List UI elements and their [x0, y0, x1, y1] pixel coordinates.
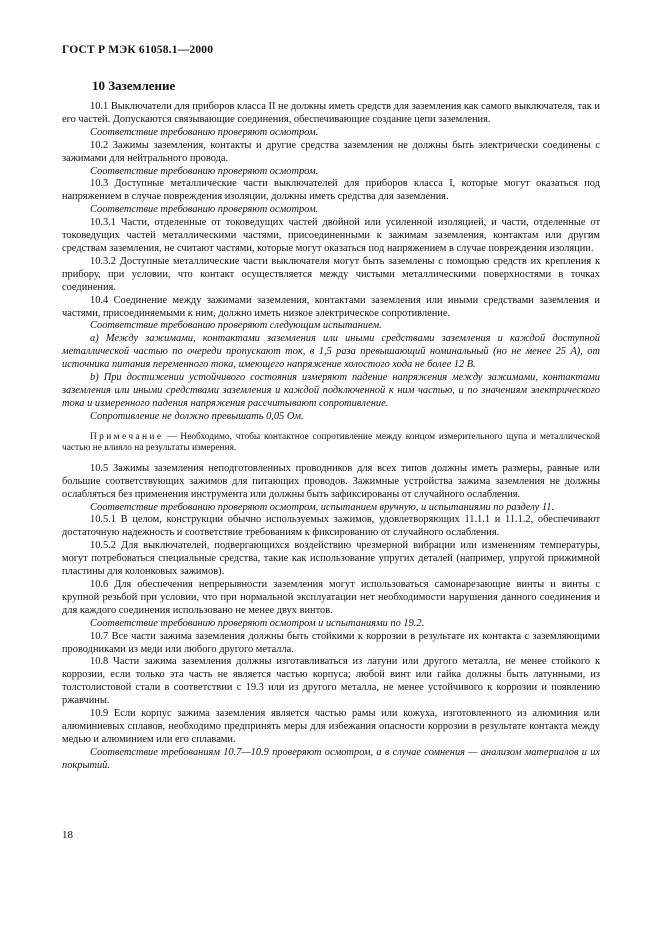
note-text: — Необходимо, чтобы контактное сопротивление между концом измерительного щупа и металлической частью не влияло на результаты измерения.: [62, 431, 600, 454]
document-header: ГОСТ Р МЭК 61058.1—2000: [62, 44, 214, 56]
note-block: [62, 432, 600, 455]
paragraph-10-5: 10.5 Зажимы заземления неподготовленных проводников для всех типов должны иметь размеры, равные или большие соответствующих зажимов для питающих проводов. Зажимные устройства зажима заземления не должны ослабляться без применения инструмента или должны быть зафиксированы от случайного ослабления.: [62, 462, 600, 500]
compliance-note: Соответствие требованиям 10.7—10.9 проверяют осмотром, а в случае сомнения — анализом материалов и их покрытий.: [62, 746, 600, 771]
compliance-note: Соответствие требованию проверяют следующим испытанием.: [90, 320, 382, 332]
paragraph-10-5-1: 10.5.1 В целом, конструкции обычно используемых зажимов, удовлетворяющих 11.1.1 и 11.1.2, обеспечивают достаточную надежность и соответствие требованиям к фиксированию от случайного ослабления.: [62, 514, 600, 539]
paragraph-10-9: 10.9 Если корпус зажима заземления является частью рамы или кожуха, изготовленного из алюминия или алюминиевых сплавов, необходимо предпринять меры для избежания опасности коррозии в результате контакта между медью и алюминием или его сплавами.: [62, 708, 600, 745]
page-number: 18: [62, 829, 73, 841]
paragraph-10-8: 10.8 Части зажима заземления должны изготавливаться из латуни или другого металла, не менее стойкого к коррозии, если только эта часть не является частью корпуса; любой винт или гайка должны быть латунными, из толстолистовой стали в соответствии с 19.3 или из другого металла, не менее устойчивого к коррозии и появлению ржавчины.: [62, 656, 600, 707]
compliance-note: Соответствие требованию проверяют осмотром, испытанием вручную, и испытаниями по разделу 11.: [90, 501, 555, 513]
compliance-note: Соответствие требованию проверяют осмотром и испытаниями по 19.2.: [90, 617, 425, 629]
compliance-note: Соответствие требованию проверяют осмотром.: [90, 165, 319, 177]
paragraph-10-4: 10.4 Соединение между зажимами заземления, контактами заземления или иными средствами заземления и частями, присоединяемыми к ним, должно иметь низкое электрическое сопротивление.: [62, 294, 600, 319]
paragraph-10-3-1: 10.3.1 Части, отделенные от токоведущих частей двойной или усиленной изоляцией, и части, отделенные от токоведущих частей металлическими частями, присоединенными к зажимам заземления, контактам или другим средствам заземления, не считают частями, которые могут оказаться под напряжением в случае повреждения изоляции.: [62, 217, 600, 254]
resistance-limit: Сопротивление не должно превышать 0,05 Ом.: [90, 410, 304, 422]
paragraph-10-6: 10.6 Для обеспечения непрерывности заземления могут использоваться самонарезающие винты и винты с крупной резьбой при условии, что при нормальной эксплуатации нет необходимости нарушения данного соединения и для каждого соединения использовано не менее двух винтов.: [62, 579, 600, 616]
paragraph-10-7: 10.7 Все части зажима заземления должны быть стойкими к коррозии в результате их контакта с заземляющими проводниками из меди или любого другого металла.: [62, 630, 600, 655]
section-title: 10 Заземление: [92, 78, 176, 93]
note-label: Примечание: [90, 431, 164, 442]
paragraph-10-3: 10.3 Доступные металлические части выключателей для приборов класса I, которые могут оказаться под напряжением в случае повреждения изоляции, должны иметь средства для заземления.: [62, 178, 600, 203]
compliance-note: Соответствие требованию проверяют осмотром.: [90, 126, 319, 138]
test-step-a: а) Между зажимами, контактами заземления или иными средствами заземления и каждой доступной металлической частью по очереди пропускают ток, в 1,5 раза превышающий номинальный (но не менее 25 А), от источника питания переменного тока, имеющего напряжение холостого хода не более 12 В.: [62, 333, 600, 371]
paragraph-10-3-2: 10.3.2 Доступные металлические части выключателя могут быть заземлены с помощью средств их крепления к прибору, при условии, что контакт осуществляется между чистыми металлическими поверхностями в точках соединения.: [62, 255, 600, 293]
section-body: [62, 101, 600, 773]
paragraph-10-5-2: 10.5.2 Для выключателей, подвергающихся воздействию чрезмерной вибрации или изменениям температуры, могут потребоваться специальные средства, такие как использование упругих деталей (например, упругой прижимной пластины для колонковых зажимов).: [62, 540, 600, 578]
test-step-b: b) При достижении устойчивого состояния измеряют падение напряжения между зажимами, контактами заземления или иными средствами заземления и каждой подключенной к ним частью, и по значениям электрического тока и измеренного падения напряжения рассчитывают сопротивление.: [62, 372, 600, 409]
paragraph-10-1: 10.1 Выключатели для приборов класса II не должны иметь средств для заземления как самого выключателя, так и его частей. Допускаются связывающие соединения, обеспечивающие создание цепи заземления.: [62, 101, 600, 125]
compliance-note: Соответствие требованию проверяют осмотром.: [90, 204, 319, 216]
paragraph-10-2: 10.2 Зажимы заземления, контакты и другие средства заземления не должны быть электрически соединены с зажимами для нейтрального провода.: [62, 139, 600, 164]
